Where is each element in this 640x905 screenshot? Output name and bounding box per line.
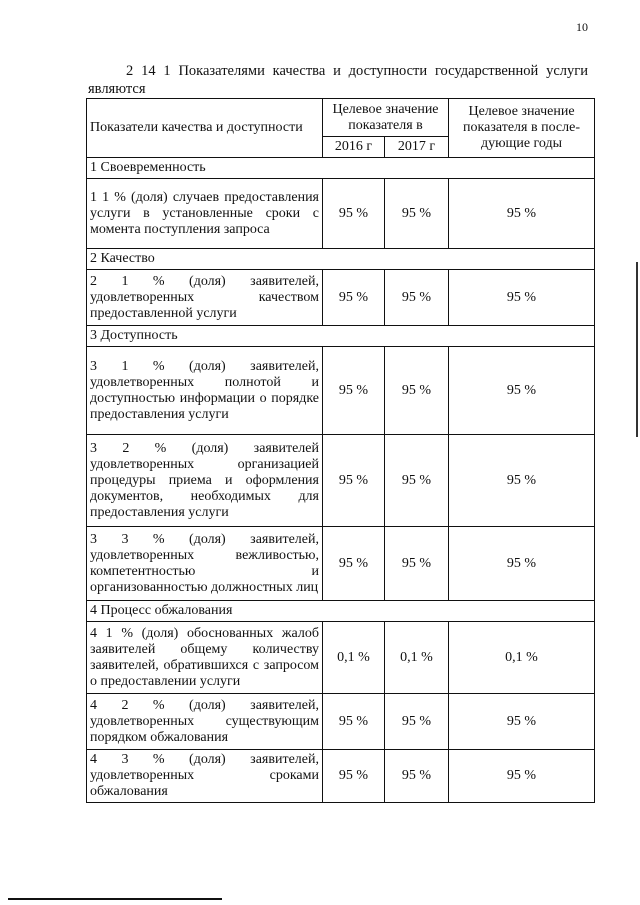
value-2017-cell: 95 % bbox=[385, 694, 449, 750]
value-2017-cell: 95 % bbox=[385, 750, 449, 803]
indicator-cell: 2 1 % (доля) заявителей, удовлетворенных качеством предоставленной услуги bbox=[87, 270, 323, 326]
header-indicator: Показатели качества и доступности bbox=[87, 99, 323, 158]
table-row bbox=[87, 527, 595, 601]
value-2017-cell: 95 % bbox=[385, 435, 449, 527]
value-later-cell: 95 % bbox=[449, 694, 595, 750]
value-2016-cell: 95 % bbox=[323, 750, 385, 803]
value-2016-cell: 95 % bbox=[323, 435, 385, 527]
value-2017-cell: 95 % bbox=[385, 179, 449, 249]
indicator-cell: 1 1 % (доля) случаев предоставления услуги в установленные сроки с момента поступления запроса bbox=[87, 179, 323, 249]
indicator-cell: 4 1 % (доля) обоснованных жалоб заявителей общему количеству заявителей, обратившихся с запросом о предоставлении услуги bbox=[87, 622, 323, 694]
header-year-2016: 2016 г bbox=[323, 137, 385, 158]
indicator-cell: 3 3 % (доля) заявителей, удовлетворенных вежливостью, компетентностью и организованностью должностных лиц bbox=[87, 527, 323, 601]
page-number: 10 bbox=[576, 20, 588, 34]
indicator-cell: 3 2 % (доля) заявителей удовлетворенных организацией процедуры приема и оформления документов, необходимых для предоставления услуги bbox=[87, 435, 323, 527]
section-title: 2 Качество bbox=[87, 249, 595, 270]
value-2016-cell: 0,1 % bbox=[323, 622, 385, 694]
value-2016-cell: 95 % bbox=[323, 527, 385, 601]
value-2017-cell: 95 % bbox=[385, 527, 449, 601]
quality-indicators-table bbox=[86, 98, 595, 803]
intro-paragraph bbox=[88, 62, 588, 98]
table-row bbox=[87, 750, 595, 803]
value-2017-cell: 0,1 % bbox=[385, 622, 449, 694]
value-2016-cell: 95 % bbox=[323, 270, 385, 326]
value-2017-cell: 95 % bbox=[385, 270, 449, 326]
section-title: 3 Доступность bbox=[87, 326, 595, 347]
table-row bbox=[87, 694, 595, 750]
value-later-cell: 0,1 % bbox=[449, 622, 595, 694]
indicator-cell: 4 2 % (доля) заявителей, удовлетворенных существующим порядком обжалования bbox=[87, 694, 323, 750]
header-year-2017: 2017 г bbox=[385, 137, 449, 158]
table-body bbox=[87, 158, 595, 803]
indicator-cell: 4 3 % (доля) заявителей, удовлетворенных сроками обжалования bbox=[87, 750, 323, 803]
section-row bbox=[87, 249, 595, 270]
table-row bbox=[87, 270, 595, 326]
value-2017-cell: 95 % bbox=[385, 347, 449, 435]
table-row bbox=[87, 347, 595, 435]
section-row bbox=[87, 601, 595, 622]
section-row bbox=[87, 158, 595, 179]
table-row bbox=[87, 622, 595, 694]
value-2016-cell: 95 % bbox=[323, 179, 385, 249]
value-later-cell: 95 % bbox=[449, 179, 595, 249]
value-later-cell: 95 % bbox=[449, 435, 595, 527]
section-row bbox=[87, 326, 595, 347]
table-row bbox=[87, 179, 595, 249]
table-row bbox=[87, 435, 595, 527]
indicator-cell: 3 1 % (доля) заявителей, удовлетворенных полнотой и доступностью информации о порядке предоставления услуги bbox=[87, 347, 323, 435]
bottom-rule bbox=[8, 898, 222, 900]
intro-line-2: являются bbox=[88, 81, 146, 97]
intro-line-1: 2 14 1 Показателями качества и доступности государственной услуги bbox=[126, 63, 588, 79]
section-title: 4 Процесс обжалования bbox=[87, 601, 595, 622]
value-later-cell: 95 % bbox=[449, 527, 595, 601]
header-target-later: Целевое значение показателя в после-дующие годы bbox=[449, 99, 595, 158]
value-later-cell: 95 % bbox=[449, 750, 595, 803]
scan-margin-mark bbox=[636, 262, 638, 437]
value-2016-cell: 95 % bbox=[323, 347, 385, 435]
value-later-cell: 95 % bbox=[449, 347, 595, 435]
value-later-cell: 95 % bbox=[449, 270, 595, 326]
header-target-group: Целевое значение показателя в bbox=[323, 99, 449, 137]
value-2016-cell: 95 % bbox=[323, 694, 385, 750]
section-title: 1 Своевременность bbox=[87, 158, 595, 179]
